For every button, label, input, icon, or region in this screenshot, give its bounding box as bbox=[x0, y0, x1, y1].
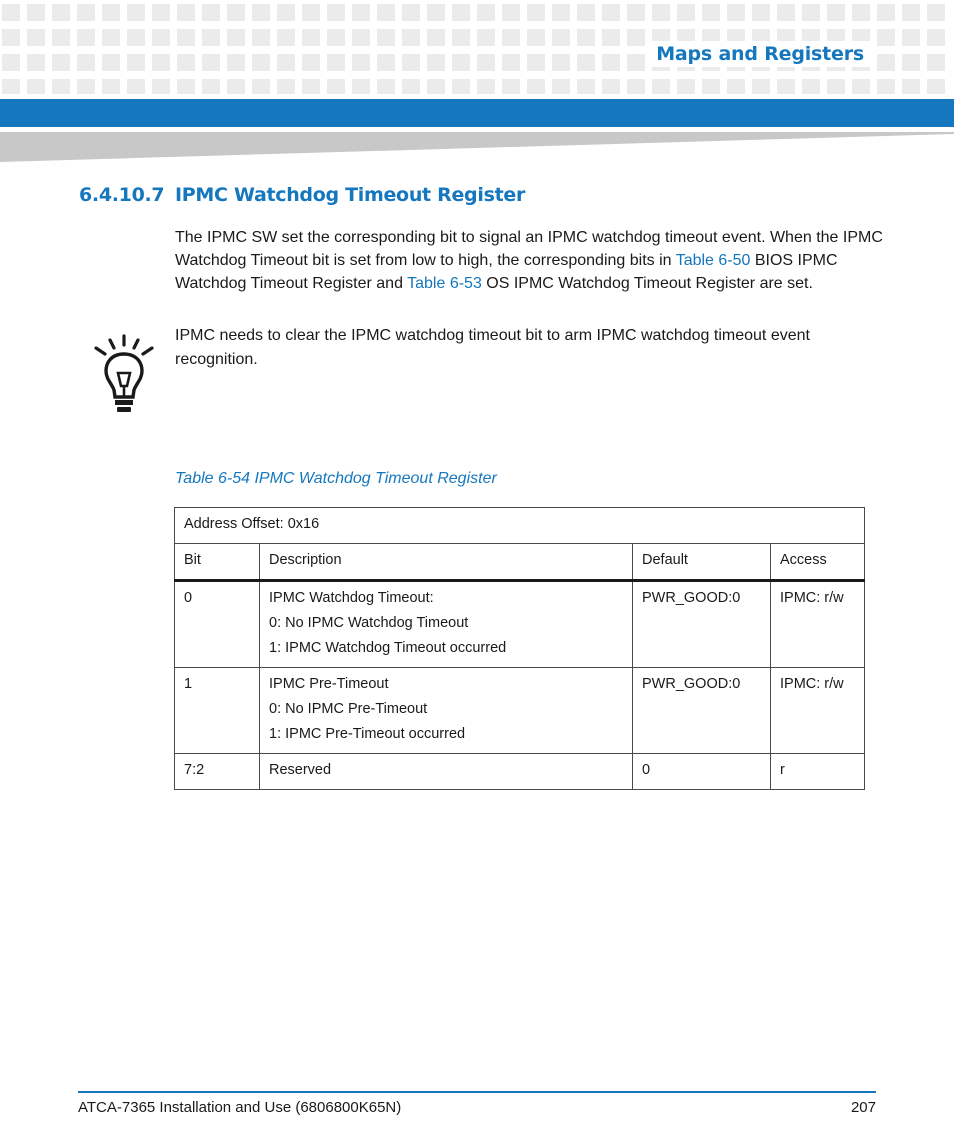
header-grey-wedge bbox=[0, 132, 954, 164]
note-text: IPMC needs to clear the IPMC watchdog timeout bit to arm IPMC watchdog timeout event recognition. bbox=[175, 327, 810, 368]
cell-bit: 1 bbox=[175, 668, 260, 754]
table-address-row bbox=[175, 508, 865, 544]
header-blue-band bbox=[0, 99, 954, 127]
chapter-title: Maps and Registers bbox=[648, 41, 872, 67]
paragraph-text-3: OS IPMC Watchdog Timeout Register are set. bbox=[481, 275, 813, 292]
desc-line: 1: IPMC Watchdog Timeout occurred bbox=[269, 640, 507, 656]
header-description: Description bbox=[260, 544, 633, 581]
header-access: Access bbox=[771, 544, 865, 581]
lightbulb-icon bbox=[93, 334, 155, 416]
address-offset-cell: Address Offset: 0x16 bbox=[175, 508, 865, 544]
cell-bit: 0 bbox=[175, 581, 260, 668]
cell-default: PWR_GOOD:0 bbox=[633, 668, 771, 754]
table-row bbox=[175, 581, 865, 668]
desc-line: IPMC Watchdog Timeout: bbox=[269, 590, 434, 606]
cell-default: PWR_GOOD:0 bbox=[633, 581, 771, 668]
cell-description bbox=[260, 668, 633, 754]
section-heading bbox=[79, 184, 525, 206]
cell-description bbox=[260, 581, 633, 668]
paragraph-text-1: The IPMC SW set the corresponding bit to signal an IPMC watchdog timeout event. When the IPMC Watchdog Timeout bit is set from low to high, the corresponding bits in bbox=[175, 229, 883, 269]
cell-default: 0 bbox=[633, 754, 771, 790]
register-table bbox=[174, 507, 865, 790]
header-default: Default bbox=[633, 544, 771, 581]
section-title-text: IPMC Watchdog Timeout Register bbox=[175, 184, 526, 206]
table-row bbox=[175, 668, 865, 754]
page-number: 207 bbox=[850, 1099, 876, 1116]
cell-access: IPMC: r/w bbox=[771, 581, 865, 668]
table-header-row bbox=[175, 544, 865, 581]
desc-line: 0: No IPMC Pre-Timeout bbox=[269, 701, 428, 717]
desc-line: Reserved bbox=[269, 762, 332, 778]
paragraph-text-2: BIOS IPMC Watchdog Timeout Register and bbox=[175, 252, 838, 292]
desc-line: 0: No IPMC Watchdog Timeout bbox=[269, 615, 469, 631]
cell-access: IPMC: r/w bbox=[771, 668, 865, 754]
link-table-6-53[interactable]: Table 6-53 bbox=[407, 275, 482, 292]
section-number: 6.4.10.7 bbox=[79, 184, 165, 206]
link-table-6-50[interactable]: Table 6-50 bbox=[675, 252, 751, 269]
footer-document-title: ATCA-7365 Installation and Use (6806800K65N) bbox=[78, 1099, 402, 1116]
desc-line: IPMC Pre-Timeout bbox=[269, 676, 389, 692]
footer-rule bbox=[78, 1091, 876, 1093]
table-caption: Table 6-54 IPMC Watchdog Timeout Register bbox=[175, 470, 497, 487]
cell-description bbox=[260, 754, 633, 790]
cell-access: r bbox=[771, 754, 865, 790]
header-bit: Bit bbox=[175, 544, 260, 581]
cell-bit: 7:2 bbox=[175, 754, 260, 790]
table-row bbox=[175, 754, 865, 790]
body-paragraph bbox=[175, 226, 885, 295]
desc-line: 1: IPMC Pre-Timeout occurred bbox=[269, 726, 466, 742]
